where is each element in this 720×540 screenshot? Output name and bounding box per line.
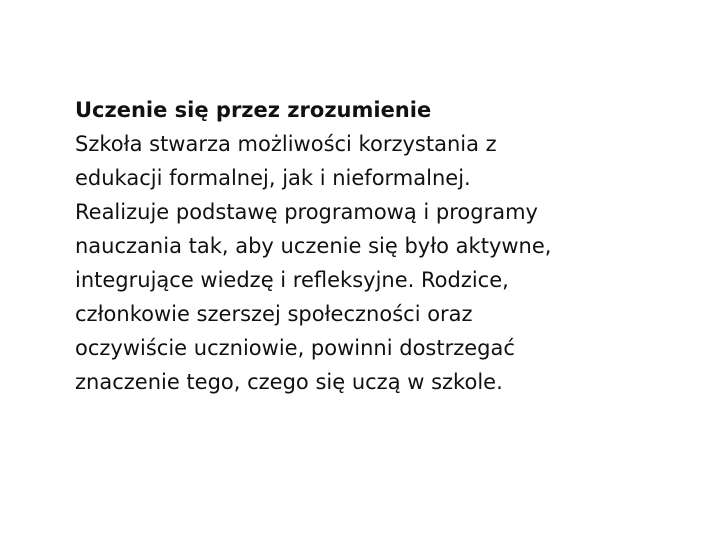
body-line: integrujące wiedzę i refleksyjne. Rodzice,: [75, 268, 509, 292]
body-line: nauczania tak, aby uczenie się było aktywne,: [75, 234, 552, 258]
body-line: oczywiście uczniowie, powinni dostrzegać: [75, 336, 515, 360]
slide-title: Uczenie się przez zrozumienie: [75, 98, 432, 122]
body-line: edukacji formalnej, jak i nieformalnej.: [75, 166, 471, 190]
body-line: Realizuje podstawę programową i programy: [75, 200, 538, 224]
text-block: [75, 93, 695, 399]
body-line: członkowie szerszej społeczności oraz: [75, 302, 473, 326]
body-line: znaczenie tego, czego się uczą w szkole.: [75, 370, 503, 394]
body-line: Szkoła stwarza możliwości korzystania z: [75, 132, 497, 156]
